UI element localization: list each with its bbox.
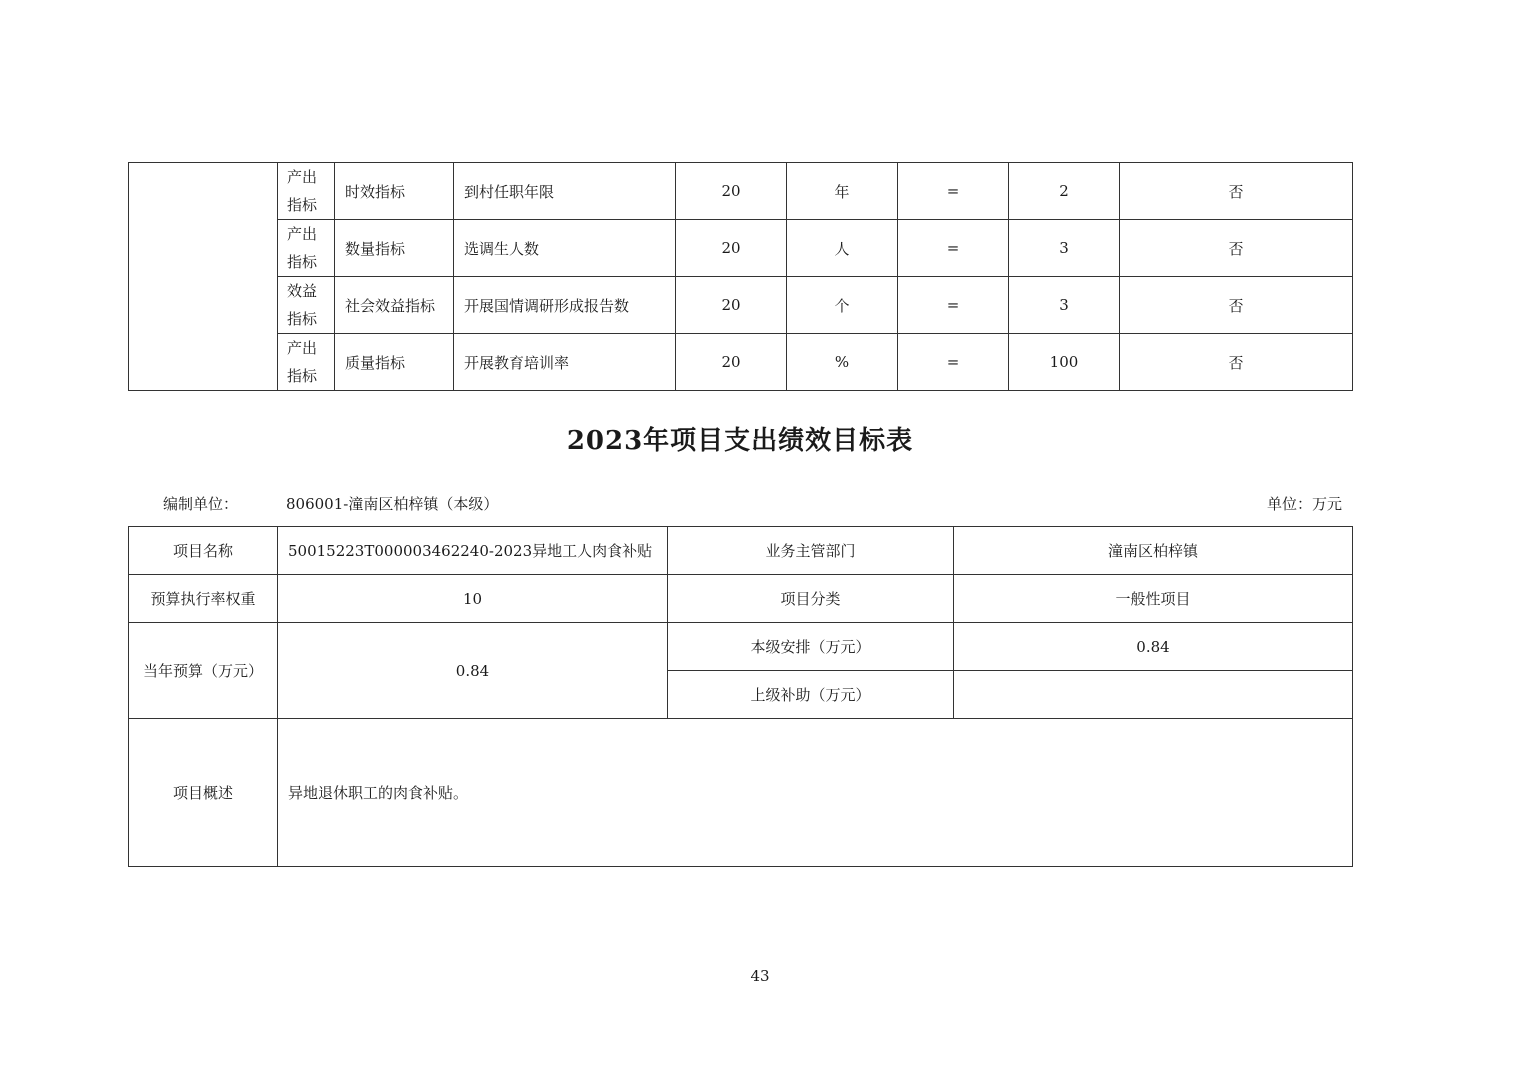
indicator-row <box>129 163 1353 220</box>
indicator-table <box>128 162 1353 391</box>
table-row <box>129 719 1353 867</box>
overview-label: 项目概述 <box>129 719 278 867</box>
exec-weight-value: 10 <box>278 575 668 623</box>
department-label: 业务主管部门 <box>668 527 954 575</box>
indicator-name: 开展教育培训率 <box>454 334 676 391</box>
project-name-value: 50015223T000003462240-2023异地工人肉食补贴 <box>278 527 668 575</box>
indicator-operator: = <box>898 277 1009 334</box>
indicator-unit: 人 <box>787 220 898 277</box>
indicator-target: 2 <box>1009 163 1120 220</box>
indicator-target: 3 <box>1009 277 1120 334</box>
currency-unit: 单位：万元 <box>1266 495 1342 513</box>
indicator-reverse: 否 <box>1120 163 1353 220</box>
upper-funding-label: 上级补助（万元） <box>668 671 954 719</box>
indicator-unit: 个 <box>787 277 898 334</box>
indicator-name: 到村任职年限 <box>454 163 676 220</box>
indicator-weight: 20 <box>676 163 787 220</box>
empty-merged-cell <box>129 163 278 391</box>
indicator-row <box>129 220 1353 277</box>
indicator-weight: 20 <box>676 334 787 391</box>
level2-indicator: 数量指标 <box>335 220 454 277</box>
overview-value: 异地退休职工的肉食补贴。 <box>278 719 1353 867</box>
indicator-unit: 年 <box>787 163 898 220</box>
indicator-weight: 20 <box>676 220 787 277</box>
exec-weight-label: 预算执行率权重 <box>129 575 278 623</box>
level2-indicator: 社会效益指标 <box>335 277 454 334</box>
compiling-unit-value: 806001-潼南区柏梓镇（本级） <box>286 495 499 513</box>
level1-indicator: 产出 指标 <box>278 163 335 220</box>
compiling-unit-label: 编制单位： <box>163 495 239 513</box>
level1-indicator: 产出 指标 <box>278 220 335 277</box>
level1-indicator: 产出 指标 <box>278 334 335 391</box>
indicator-operator: = <box>898 163 1009 220</box>
indicator-reverse: 否 <box>1120 277 1353 334</box>
indicator-operator: = <box>898 334 1009 391</box>
indicator-name: 开展国情调研形成报告数 <box>454 277 676 334</box>
indicator-reverse: 否 <box>1120 220 1353 277</box>
department-value: 潼南区柏梓镇 <box>954 527 1353 575</box>
local-funding-label: 本级安排（万元） <box>668 623 954 671</box>
level1-indicator: 效益 指标 <box>278 277 335 334</box>
indicator-target: 100 <box>1009 334 1120 391</box>
table-row <box>129 527 1353 575</box>
budget-label: 当年预算（万元） <box>129 623 278 719</box>
project-table <box>128 526 1353 867</box>
indicator-operator: = <box>898 220 1009 277</box>
page-number: 43 <box>750 967 770 985</box>
indicator-row <box>129 277 1353 334</box>
category-label: 项目分类 <box>668 575 954 623</box>
table-row <box>129 575 1353 623</box>
budget-value: 0.84 <box>278 623 668 719</box>
project-name-label: 项目名称 <box>129 527 278 575</box>
indicator-name: 选调生人数 <box>454 220 676 277</box>
category-value: 一般性项目 <box>954 575 1353 623</box>
level2-indicator: 时效指标 <box>335 163 454 220</box>
indicator-unit: % <box>787 334 898 391</box>
level2-indicator: 质量指标 <box>335 334 454 391</box>
upper-funding-value <box>954 671 1353 719</box>
page-title: 2023年项目支出绩效目标表 <box>566 426 914 456</box>
table-row <box>129 623 1353 671</box>
indicator-reverse: 否 <box>1120 334 1353 391</box>
indicator-weight: 20 <box>676 277 787 334</box>
indicator-target: 3 <box>1009 220 1120 277</box>
local-funding-value: 0.84 <box>954 623 1353 671</box>
indicator-row <box>129 334 1353 391</box>
